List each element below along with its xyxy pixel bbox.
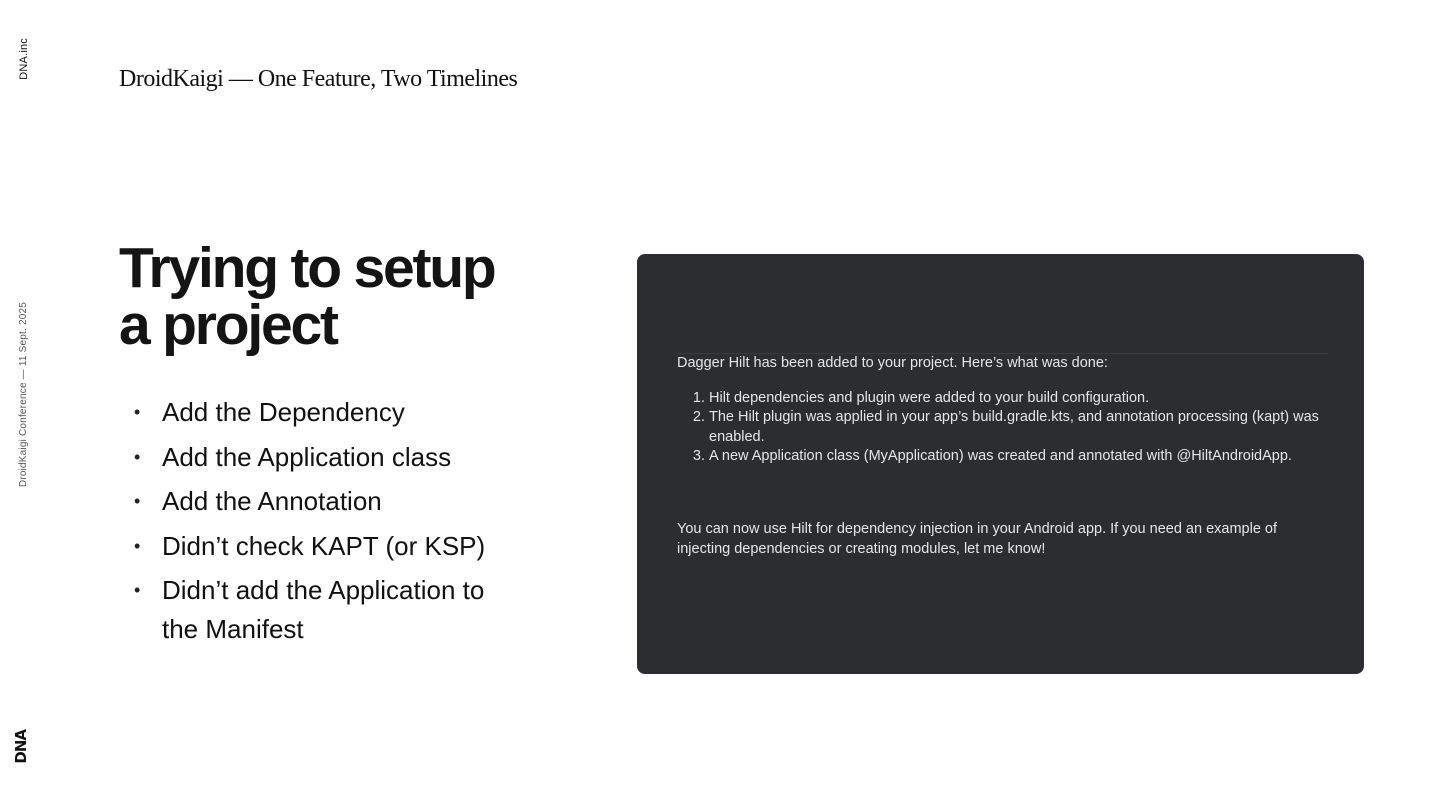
bullet-dot-icon: • bbox=[134, 446, 141, 467]
dna-logo: DNA bbox=[12, 730, 30, 764]
bullet-item: • Add the Dependency bbox=[134, 393, 504, 432]
response-step: 3. A new Application class (MyApplication) was created and annotated with @HiltAndroidApp. bbox=[709, 447, 1349, 466]
slide-title-line-2: a project bbox=[119, 293, 337, 357]
response-step: 2. The Hilt plugin was applied in your app’s build.gradle.kts, and annotation processing (kapt) was enabled. bbox=[709, 408, 1349, 447]
bullet-dot-icon: • bbox=[134, 535, 141, 556]
slide-title bbox=[119, 236, 589, 357]
bullet-item: • Add the Application class bbox=[134, 438, 504, 477]
response-steps bbox=[677, 389, 1349, 466]
bullet-item: • Didn’t add the Application to the Manifest bbox=[134, 571, 504, 649]
presentation-title: DroidKaigi — One Feature, Two Timelines bbox=[119, 66, 518, 92]
bullet-item: • Didn’t check KAPT (or KSP) bbox=[134, 527, 504, 566]
response-intro: Dagger Hilt has been added to your project. Here’s what was done: bbox=[677, 355, 1108, 371]
response-outro: You can now use Hilt for dependency injection in your Android app. If you need an example of injecting dependencies or creating modules, let me know! bbox=[677, 521, 1278, 557]
bullet-dot-icon: • bbox=[134, 580, 141, 600]
slide-title-line-1: Trying to setup bbox=[119, 236, 495, 300]
conference-footer: DroidKaigi Conference — 11 Sept. 2025 bbox=[18, 302, 29, 488]
bullet-dot-icon: • bbox=[134, 491, 141, 511]
bullet-list bbox=[134, 393, 504, 655]
ai-response-screenshot bbox=[637, 254, 1364, 674]
bullet-item: • Add the Annotation bbox=[134, 482, 504, 521]
brand-label: DNA.inc bbox=[18, 38, 30, 80]
response-step: 1. Hilt dependencies and plugin were added to your build configuration. bbox=[709, 389, 1349, 408]
panel-divider bbox=[677, 353, 1328, 354]
bullet-dot-icon: • bbox=[134, 402, 141, 422]
